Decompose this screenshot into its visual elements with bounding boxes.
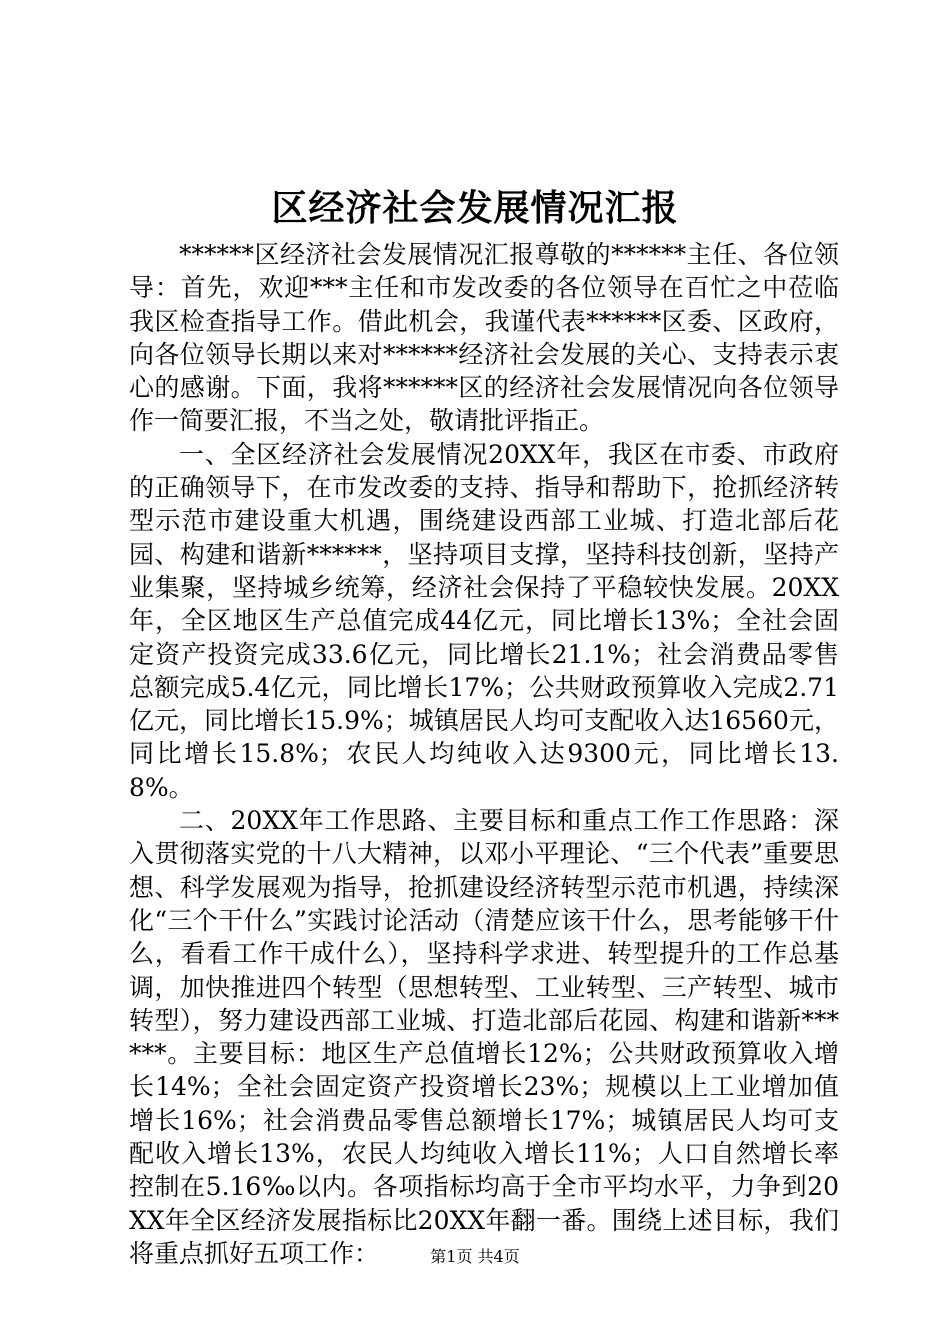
- paragraph-intro: ******区经济社会发展情况汇报尊敬的******主任、各位领导：首先，欢迎***主任和市发改委的各位领导在百忙之中莅临我区检查指导工作。借此机会，我谨代表******区委、区政府，向各位领导长期以来对******经济社会发展的关心、支持表示衷心的感谢。下面，我将******区的经济社会发展情况向各位领导作一简要汇报，不当之处，敬请批评指正。: [129, 240, 839, 436]
- document-title: 区经济社会发展情况汇报: [271, 187, 679, 229]
- paragraph-section-one: 一、全区经济社会发展情况20XX年，我区在市委、市政府的正确领导下，在市发改委的支持、指导和帮助下，抢抓经济转型示范市建设重大机遇，围绕建设西部工业城、打造北部后花园、构建和谐新******，坚持项目支撑，坚持科技创新，坚持产业集聚，坚持城乡统筹，经济社会保持了平稳较快发展。20XX年，全区地区生产总值完成44亿元，同比增长13%；全社会固定资产投资完成33.6亿元，同比增长21.1%；社会消费品零售总额完成5.4亿元，同比增长17%；公共财政预算收入完成2.71亿元，同比增长15.9%；城镇居民人均可支配收入达16560元，同比增长15.8%；农民人均纯收入达9300元，同比增长13.8%。: [129, 439, 839, 802]
- page-footer: 第1页 共4页: [430, 1247, 520, 1266]
- document-body: [129, 238, 839, 1270]
- paragraph-section-two: 二、20XX年工作思路、主要目标和重点工作工作思路：深入贯彻落实党的十八大精神，以邓小平理论、“三个代表”重要思想、科学发展观为指导，抢抓建设经济转型示范市机遇，持续深化“三个干什么”实践讨论活动（清楚应该干什么，思考能够干什么，看看工作干成什么），坚持科学求进、转型提升的工作总基调，加快推进四个转型（思想转型、工业转型、三产转型、城市转型），努力建设西部工业城、打造北部后花园、构建和谐新******。主要目标：地区生产总值增长12%；公共财政预算收入增长14%；全社会固定资产投资增长23%；规模以上工业增加值增长16%；社会消费品零售总额增长17%；城镇居民人均可支配收入增长13%，农民人均纯收入增长11%；人口自然增长率控制在5.16‰以内。各项指标均高于全市平均水平，力争到20XX年全区经济发展指标比20XX年翻一番。围绕上述目标，我们将重点抓好五项工作：: [129, 806, 839, 1268]
